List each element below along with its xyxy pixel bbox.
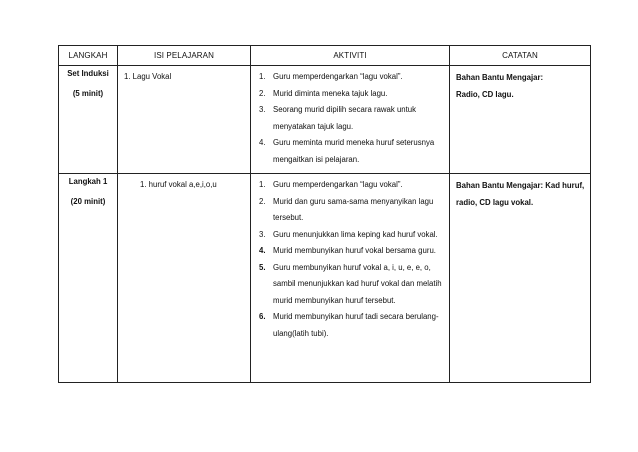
list-item: 5. Guru membunyikan huruf vokal a, i, u, e, e, o, sambil menunjukkan kad huruf vokal dan melatih murid membunyikan huruf tersebut.: [259, 262, 442, 305]
note-line: Bahan Bantu Mengajar:: [456, 73, 544, 82]
step-cell: [59, 66, 118, 174]
list-item: 2. Murid dan guru sama-sama menyanyikan lagu tersebut.: [259, 196, 434, 222]
activity-cell: [251, 174, 450, 383]
step-name: Langkah 1: [68, 177, 108, 186]
content-cell: 1. Lagu Vokal: [118, 66, 251, 174]
step-cell: [59, 174, 118, 383]
list-item: 4. Murid membunyikan huruf vokal bersama guru.: [259, 246, 436, 255]
list-item: 1. Guru memperdengarkan “lagu vokal”.: [259, 180, 403, 189]
step-duration: (5 minit): [72, 89, 104, 98]
header-isi-pelajaran: ISI PELAJARAN: [118, 46, 251, 66]
lesson-plan-table: [58, 45, 591, 383]
notes-cell: [450, 66, 591, 174]
note-line: Radio, CD lagu.: [456, 90, 514, 99]
list-item: 1. Guru memperdengarkan “lagu vokal”.: [259, 72, 403, 81]
list-item: 6. Murid membunyikan huruf tadi secara berulang-ulang(latih tubi).: [259, 312, 439, 338]
header-langkah: LANGKAH: [59, 46, 118, 66]
list-item: 2. Murid diminta meneka tajuk lagu.: [259, 88, 388, 98]
activity-cell: [251, 66, 450, 174]
activity-list: [251, 66, 449, 172]
list-item: 3. Seorang murid dipilih secara rawak untuk menyatakan tajuk lagu.: [259, 105, 417, 131]
list-item: 3. Guru menunjukkan lima keping kad huruf vokal.: [259, 229, 438, 239]
step-duration: (20 minit): [70, 197, 106, 206]
list-item: 4. Guru meminta murid meneka huruf seterusnya mengaitkan isi pelajaran.: [259, 138, 435, 164]
step-name: Set Induksi: [67, 69, 109, 78]
header-catatan: CATATAN: [450, 46, 591, 66]
header-row: [59, 46, 591, 66]
activity-list: [251, 174, 449, 346]
content-cell: 1. huruf vokal a,e,i,o,u: [118, 174, 251, 383]
table-row: [59, 66, 591, 174]
note-line: Bahan Bantu Mengajar: Kad huruf, radio, CD lagu vokal.: [456, 181, 585, 207]
notes-cell: [450, 174, 591, 383]
header-aktiviti: AKTIVITI: [251, 46, 450, 66]
table-row: [59, 174, 591, 383]
